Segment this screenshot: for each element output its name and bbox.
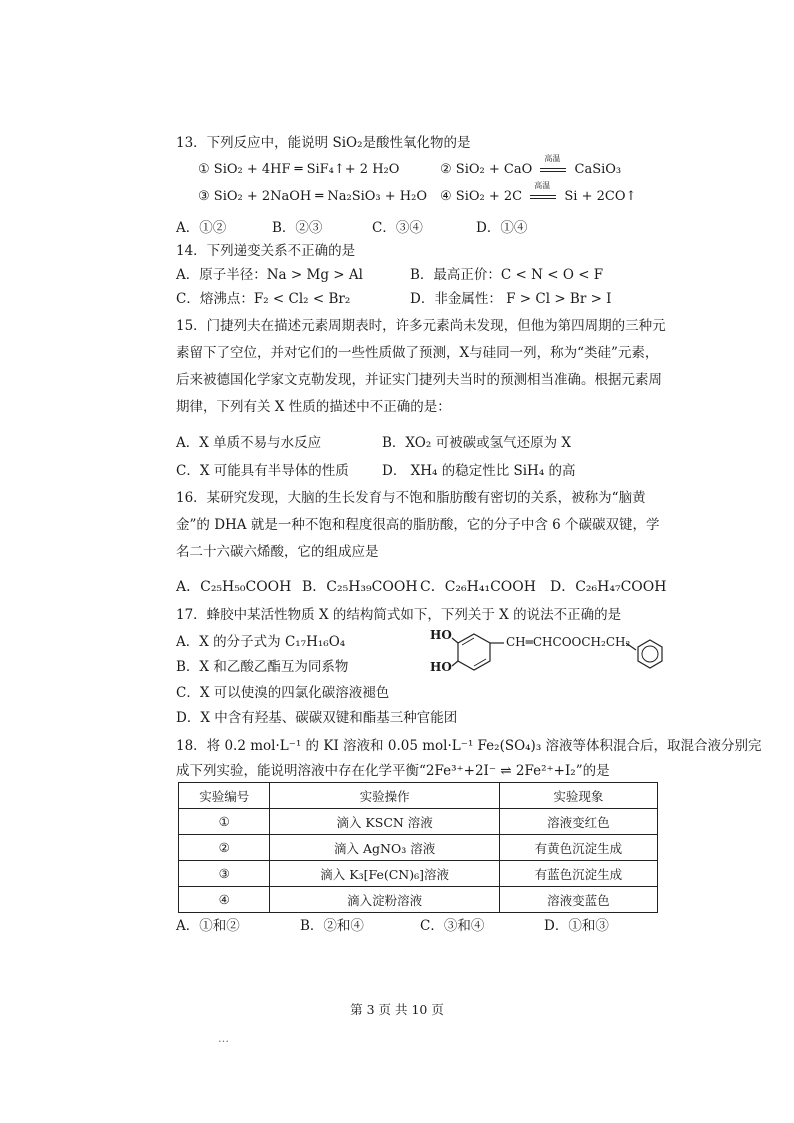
experiment-table: [178, 782, 658, 913]
table-cell-operation: 滴入 K₃[Fe(CN)₆]溶液: [270, 861, 499, 887]
q13-reaction-2-product: CaSiO₃: [574, 162, 622, 177]
table-cell-operation: 滴入淀粉溶液: [270, 887, 499, 913]
q16-stem: 16．某研究发现，大脑的生长发育与不饱和脂肪酸有密切的关系，被称为“脑黄金”的 DHA 就是一种不饱和程度很高的脂肪酸，它的分子中含 6 个碳碳双键，学名二十六碳六烯酸，它的组成应是: [176, 490, 660, 560]
table-cell-id: ③: [179, 861, 270, 887]
q14-option-d: D．非金属性： F > Cl > Br > I: [410, 291, 612, 307]
structure-ho-top: HO: [430, 628, 452, 642]
structure-chain: CH═CHCOOCH₂CH₂: [506, 635, 631, 649]
q18-option-b: B．②和④: [300, 918, 364, 934]
q13-reaction-4-product: Si + 2CO↑: [564, 189, 637, 204]
q16-option-d: D．C₂₆H₄₇COOH: [550, 579, 667, 595]
table-header-id: 实验编号: [179, 783, 270, 809]
q14-option-a: A．原子半径：Na > Mg > Al: [176, 267, 363, 283]
q16-option-a: A．C₂₅H₅₀COOH: [176, 579, 292, 595]
table-cell-phenomenon: 溶液变红色: [499, 809, 657, 835]
q14-stem: 14．下列递变关系不正确的是: [176, 243, 356, 259]
table-cell-id: ①: [179, 809, 270, 835]
q18-option-c: C．③和④: [420, 918, 485, 934]
table-cell-phenomenon: 有蓝色沉淀生成: [499, 861, 657, 887]
q18-stem-line1: 18．将 0.2 mol·L⁻¹ 的 KI 溶液和 0.05 mol·L⁻¹ Fe₂(SO₄)₃ 溶液等体积混合后，取混合液分别完: [176, 738, 762, 754]
table-row: [179, 861, 658, 887]
q13-reaction-3: ③ SiO₂ + 2NaOH ═ Na₂SiO₃ + H₂O: [198, 189, 427, 204]
table-row: [179, 887, 658, 913]
q13-option-a: A．①②: [176, 220, 227, 236]
q17-option-a: A．X 的分子式为 C₁₇H₁₆O₄: [176, 634, 346, 650]
q13-reaction-4-arrow: [530, 181, 556, 203]
q18-option-d: D．①和③: [544, 918, 609, 934]
table-header-phenomenon: 实验现象: [499, 783, 657, 809]
q13-reaction-1: ① SiO₂ + 4HF ═ SiF₄↑+ 2 H₂O: [198, 162, 400, 177]
q16-option-c: C．C₂₆H₄₁COOH: [420, 579, 536, 595]
table-cell-phenomenon: 有黄色沉淀生成: [499, 835, 657, 861]
q13-reaction-2-reactants: ② SiO₂ + CaO: [440, 162, 533, 177]
table-row: [179, 835, 658, 861]
q15-option-b: B．XO₂ 可被碳或氢气还原为 X: [382, 435, 571, 451]
scan-dots: …: [218, 1032, 229, 1045]
q13-reaction-2-arrow: [540, 154, 566, 176]
table-cell-phenomenon: 溶液变蓝色: [499, 887, 657, 913]
q17-stem: 17．蜂胶中某活性物质 X 的结构简式如下，下列关于 X 的说法不正确的是: [176, 607, 622, 623]
page-footer: 第 3 页 共 10 页: [350, 1002, 444, 1017]
q14-option-c: C．熔沸点：F₂ < Cl₂ < Br₂: [176, 291, 351, 307]
q17-option-b: B．X 和乙酸乙酯互为同系物: [176, 659, 349, 675]
table-cell-id: ②: [179, 835, 270, 861]
q17-option-c: C．X 可以使溴的四氯化碳溶液褪色: [176, 685, 390, 701]
q16-option-b: B．C₂₅H₃₉COOH: [302, 579, 418, 595]
q15-option-c: C．X 可能具有半导体的性质: [176, 463, 349, 479]
table-row: [179, 809, 658, 835]
q18-stem-line2: 成下列实验，能说明溶液中存在化学平衡“2Fe³⁺+2I⁻ ⇌ 2Fe²⁺+I₂”的是: [176, 763, 610, 779]
q13-reaction-2: [440, 154, 622, 177]
table-header-row: [179, 783, 658, 809]
q13-reaction-4-reactants: ④ SiO₂ + 2C: [440, 189, 523, 204]
q18-option-a: A．①和②: [176, 918, 240, 934]
q13-option-b: B．②③: [272, 220, 323, 236]
table-cell-operation: 滴入 AgNO₃ 溶液: [270, 835, 499, 861]
q15-option-d: D． XH₄ 的稳定性比 SiH₄ 的高: [382, 463, 576, 479]
q13-option-c: C．③④: [372, 220, 423, 236]
table-cell-operation: 滴入 KSCN 溶液: [270, 809, 499, 835]
q15-stem: 15．门捷列夫在描述元素周期表时，许多元素尚未发现，但他为第四周期的三种元素留下了空位，并对它们的一些性质做了预测，X与硅同一列，称为“类硅”元素，后来被德国化学家文克勒发现，并证实门捷列夫当时的预测相当准确。根据元素周期律，下列有关 X 性质的描述中不正确的是：: [176, 318, 666, 415]
q14-option-b: B．最高正价：C < N < O < F: [410, 267, 604, 283]
q13-reaction-2-condition: 高温: [544, 154, 561, 163]
table-cell-id: ④: [179, 887, 270, 913]
q17-option-d: D．X 中含有羟基、碳碳双键和酯基三种官能团: [176, 710, 458, 726]
q13-reaction-4-condition: 高温: [534, 181, 551, 190]
q13-stem: 13．下列反应中，能说明 SiO₂是酸性氧化物的是: [176, 135, 471, 151]
structure-ho-bottom: HO: [430, 660, 452, 674]
q13-option-d: D．①④: [476, 220, 528, 236]
table-header-operation: 实验操作: [270, 783, 499, 809]
q17-structure-formula: [430, 626, 670, 682]
q13-reaction-4: [440, 181, 637, 204]
q15-option-a: A．X 单质不易与水反应: [176, 435, 322, 451]
